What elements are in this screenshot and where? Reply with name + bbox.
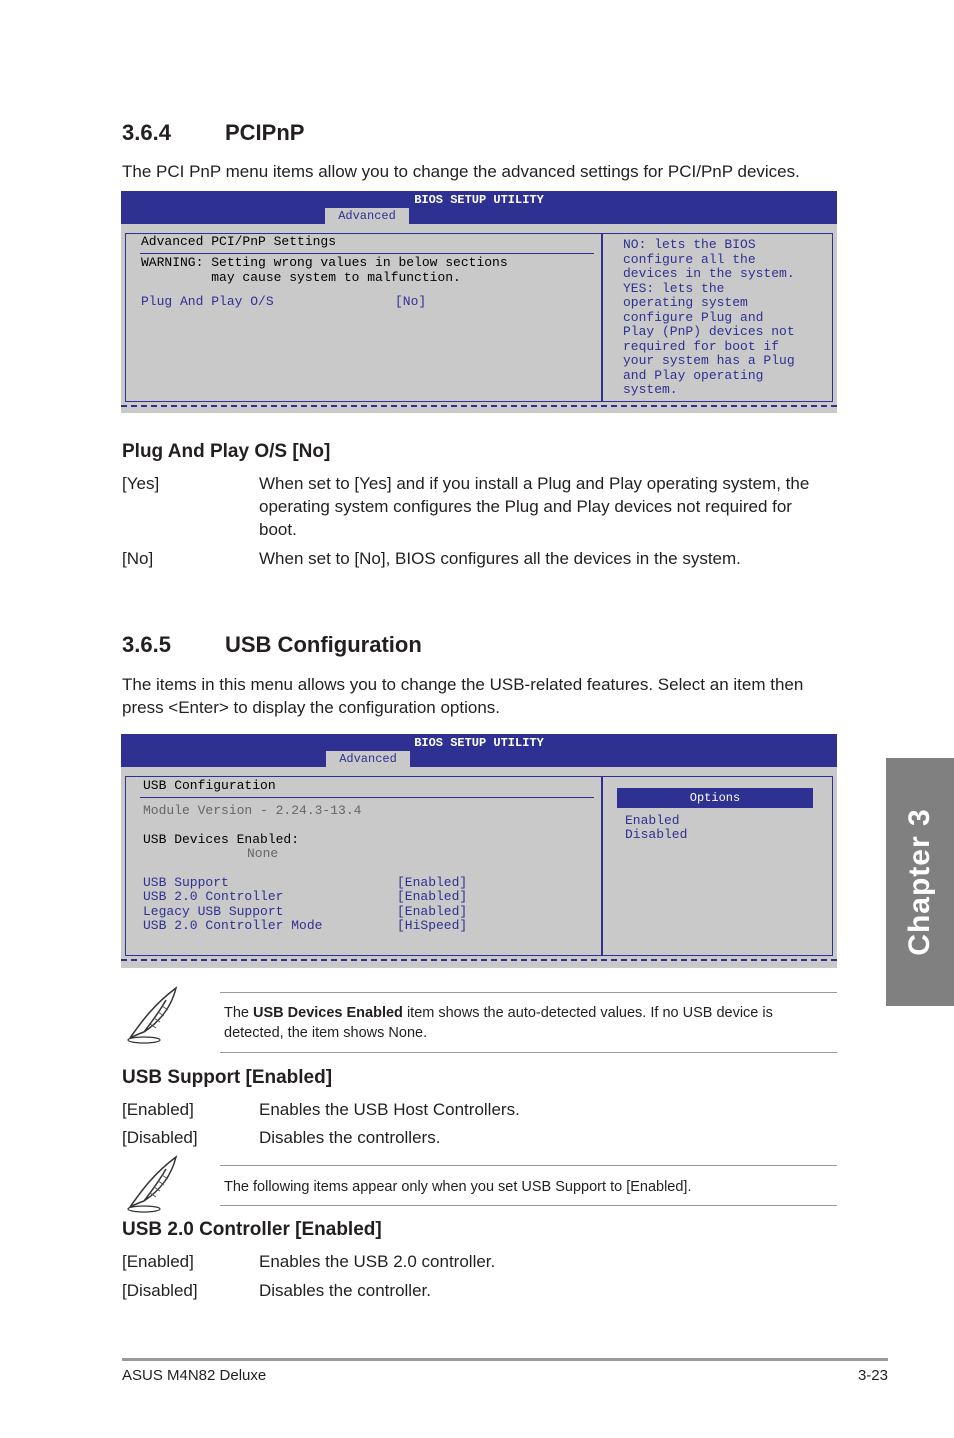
note-top-rule (220, 1165, 837, 1166)
bios-panel-heading: Advanced PCI/PnP Settings (141, 234, 337, 249)
bios-item-plug-and-play-os[interactable]: Plug And Play O/S (141, 294, 274, 309)
note-bold: USB Devices Enabled (253, 1005, 403, 1021)
bios-panel-heading: USB Configuration (143, 778, 276, 793)
option-enabled[interactable]: Enabled (625, 813, 680, 828)
section-title: PCIPnP (225, 120, 305, 145)
bios-item-usb20-controller[interactable]: USB 2.0 Controller (143, 889, 284, 904)
bios-main-panel (125, 233, 602, 402)
option-key: [Enabled] (122, 1100, 194, 1119)
section-heading-usb (122, 632, 522, 660)
section-number: 3.6.5 (122, 632, 171, 657)
note-usb-devices (224, 1003, 824, 1043)
option-key: [No] (122, 549, 154, 568)
pcipnp-intro: The PCI PnP menu items allow you to change the advanced settings for PCI/PnP devices. (122, 162, 800, 181)
option-key: [Disabled] (122, 1281, 198, 1300)
help-text: NO: lets the BIOS configure all the devices in the system. YES: lets the operating system configure Plug and Play (PnP) devices not required for boot if your system has a Plug and Play operating system. (623, 237, 795, 397)
section-heading-pcipnp (122, 120, 522, 148)
tab-advanced[interactable]: Advanced (326, 751, 410, 767)
tab-advanced[interactable]: Advanced (325, 208, 409, 224)
bios-item-value[interactable]: [No] (395, 294, 427, 309)
option-desc: Enables the USB Host Controllers. (259, 1100, 520, 1119)
bios-item-value[interactable]: [Enabled] (397, 875, 468, 890)
bios-item-value[interactable]: [Enabled] (397, 904, 468, 919)
option-key: [Enabled] (122, 1252, 194, 1271)
footer-product: ASUS M4N82 Deluxe (122, 1367, 267, 1384)
option-key: [Yes] (122, 474, 160, 493)
options-header: Options (617, 788, 813, 808)
bios-main-panel (125, 776, 602, 956)
feather-pen-icon (122, 1153, 182, 1215)
usb-devices-label: USB Devices Enabled: (143, 832, 300, 847)
bios-help-panel (602, 233, 833, 402)
bios-item-value[interactable]: [Enabled] (397, 889, 468, 904)
bios-screen-pcipnp (121, 191, 837, 413)
note-usb-support: The following items appear only when you set USB Support to [Enabled]. (224, 1179, 692, 1195)
module-version: Module Version - 2.24.3-13.4 (143, 803, 362, 818)
bios-bottom-dashes (121, 405, 837, 407)
bios-item-value[interactable]: [HiSpeed] (397, 918, 468, 933)
divider (140, 253, 594, 254)
feather-pen-icon (122, 984, 182, 1046)
option-desc: When set to [No], BIOS configures all the devices in the system. (259, 549, 741, 568)
option-desc: When set to [Yes] and if you install a Plug and Play operating system, the operating system configures the Plug and Play devices not required for boot. (259, 474, 810, 539)
footer-rule (122, 1358, 888, 1361)
bios-options-panel (602, 776, 833, 956)
bios-bottom-dashes (121, 959, 837, 961)
bios-title-bar (121, 734, 837, 767)
pnp-os-heading: Plug And Play O/S [No] (122, 441, 331, 462)
chapter-label: Chapter 3 (903, 808, 936, 956)
option-disabled[interactable]: Disabled (625, 827, 688, 842)
note-prefix: The (224, 1005, 254, 1021)
bios-item-usb-support[interactable]: USB Support (143, 875, 229, 890)
bios-screen-usb (121, 734, 837, 968)
usb-support-heading: USB Support [Enabled] (122, 1067, 333, 1088)
bios-item-legacy-usb-support[interactable]: Legacy USB Support (143, 904, 284, 919)
bios-title: BIOS SETUP UTILITY (414, 736, 544, 750)
note-bottom-rule (220, 1205, 837, 1206)
warning-line-1: WARNING: Setting wrong values in below sections (141, 255, 508, 270)
note-bottom-rule (220, 1052, 837, 1053)
note-rest: item shows the auto-detected values. If no USB device is detected, the item shows None. (224, 1005, 773, 1041)
divider (140, 797, 594, 798)
chapter-tab (886, 758, 954, 1006)
page-number: 3-23 (857, 1367, 888, 1384)
bios-title: BIOS SETUP UTILITY (414, 193, 544, 207)
section-title: USB Configuration (225, 632, 422, 657)
note-top-rule (220, 992, 837, 993)
option-desc: Enables the USB 2.0 controller. (259, 1252, 496, 1271)
usb-devices-value: None (247, 846, 279, 861)
option-key: [Disabled] (122, 1128, 198, 1147)
option-desc: Disables the controller. (259, 1281, 431, 1300)
section-number: 3.6.4 (122, 120, 171, 145)
usb-intro: The items in this menu allows you to change the USB-related features. Select an item then press <Enter> to display the configuration options. (122, 675, 804, 717)
usb20-heading: USB 2.0 Controller [Enabled] (122, 1219, 382, 1240)
bios-item-usb20-controller-mode[interactable]: USB 2.0 Controller Mode (143, 918, 323, 933)
bios-title-bar (121, 191, 837, 224)
warning-line-2: may cause system to malfunction. (141, 270, 461, 285)
option-desc: Disables the controllers. (259, 1128, 441, 1147)
